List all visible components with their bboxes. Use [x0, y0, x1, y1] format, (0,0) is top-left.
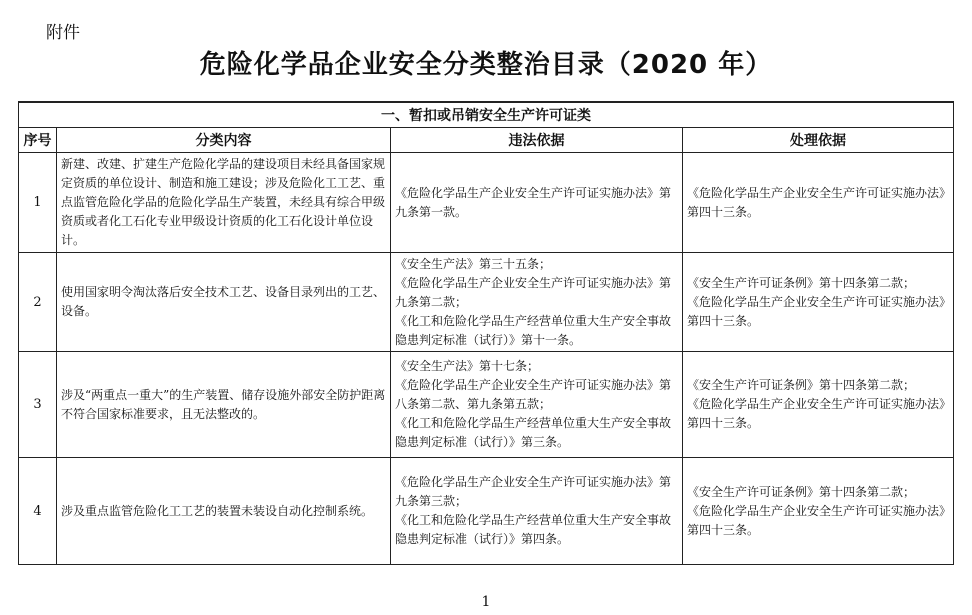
column-header-no: 序号 — [19, 128, 57, 153]
row-handling-basis: 《安全生产许可证条例》第十四条第二款； 《危险化学品生产企业安全生产许可证实施办法》第四十三条。 — [683, 253, 954, 352]
row-handling-basis: 《危险化学品生产企业安全生产许可证实施办法》第四十三条。 — [683, 153, 954, 253]
row-number: 2 — [19, 253, 57, 352]
row-handling-basis: 《安全生产许可证条例》第十四条第二款； 《危险化学品生产企业安全生产许可证实施办法》第四十三条。 — [683, 458, 954, 565]
row-number: 1 — [19, 153, 57, 253]
column-header-violation-basis: 违法依据 — [391, 128, 683, 153]
row-number: 3 — [19, 352, 57, 458]
table-row — [19, 458, 954, 565]
row-violation-basis: 《危险化学品生产企业安全生产许可证实施办法》第九条第一款。 — [391, 153, 683, 253]
row-violation-basis: 《安全生产法》第十七条； 《危险化学品生产企业安全生产许可证实施办法》第八条第二款、第九条第五款； 《化工和危险化学品生产经营单位重大生产安全事故隐患判定标准（试行）》第三条。 — [391, 352, 683, 458]
row-content: 新建、改建、扩建生产危险化学品的建设项目未经具备国家规定资质的单位设计、制造和施工建设；涉及危险化工工艺、重点监管危险化学品的危险化学品生产装置，未经具有综合甲级资质或者化工石化专业甲级设计资质的化工石化设计单位设计。 — [57, 153, 391, 253]
row-number: 4 — [19, 458, 57, 565]
section-header-row — [19, 102, 954, 128]
attachment-label: 附件 — [46, 23, 80, 43]
row-content: 涉及重点监管危险化工工艺的装置未装设自动化控制系统。 — [57, 458, 391, 565]
row-violation-basis: 《危险化学品生产企业安全生产许可证实施办法》第九条第三款； 《化工和危险化学品生产经营单位重大生产安全事故隐患判定标准（试行）》第四条。 — [391, 458, 683, 565]
table-row — [19, 253, 954, 352]
table-row — [19, 153, 954, 253]
column-header-handling-basis: 处理依据 — [683, 128, 954, 153]
column-header-content: 分类内容 — [57, 128, 391, 153]
section-title: 一、暂扣或吊销安全生产许可证类 — [19, 102, 954, 128]
row-handling-basis: 《安全生产许可证条例》第十四条第二款； 《危险化学品生产企业安全生产许可证实施办法》第四十三条。 — [683, 352, 954, 458]
column-header-row — [19, 128, 954, 153]
page-number: 1 — [481, 594, 491, 610]
row-content: 涉及“两重点一重大”的生产装置、储存设施外部安全防护距离不符合国家标准要求，且无法整改的。 — [57, 352, 391, 458]
classification-table — [18, 101, 954, 565]
page-title: 危险化学品企业安全分类整治目录（2020 年） — [199, 50, 773, 80]
table-row — [19, 352, 954, 458]
row-content: 使用国家明令淘汰落后安全技术工艺、设备目录列出的工艺、设备。 — [57, 253, 391, 352]
row-violation-basis: 《安全生产法》第三十五条； 《危险化学品生产企业安全生产许可证实施办法》第九条第二款； 《化工和危险化学品生产经营单位重大生产安全事故隐患判定标准（试行）》第十一条。 — [391, 253, 683, 352]
